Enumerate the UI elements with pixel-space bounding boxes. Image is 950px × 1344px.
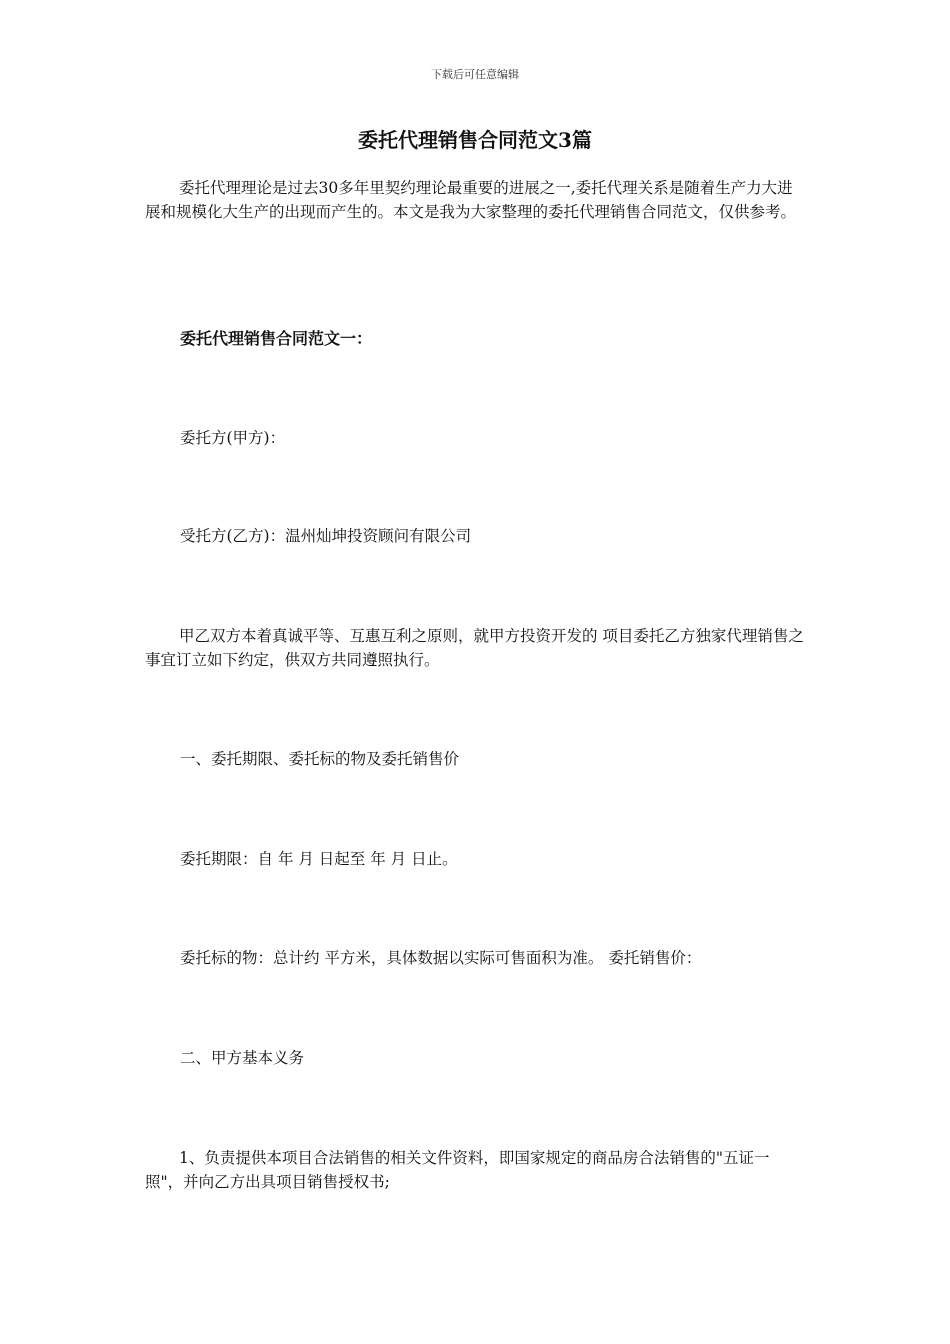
document-title: 委托代理销售合同范文3篇 <box>358 128 592 152</box>
subject-line: 委托标的物：总计约 平方米，具体数据以实际可售面积为准。 委托销售价： <box>180 949 702 967</box>
clause-1-title: 一、委托期限、委托标的物及委托销售价 <box>180 750 460 768</box>
section-heading: 委托代理销售合同范文一： <box>180 329 373 348</box>
party-b-line: 受托方(乙方)：温州灿坤投资顾问有限公司 <box>180 527 472 545</box>
clause-2-title: 二、甲方基本义务 <box>180 1049 305 1067</box>
party-a-line: 委托方(甲方)： <box>180 429 286 447</box>
intro-paragraph: 委托代理理论是过去30多年里契约理论最重要的进展之一,委托代理关系是随着生产力大进展和规模化大生产的出现而产生的。本文是我为大家整理的委托代理销售合同范文，仅供参考。 <box>145 179 797 221</box>
agreement-paragraph: 甲乙双方本着真诚平等、互惠互利之原则，就甲方投资开发的 项目委托乙方独家代理销售之事宜订立如下约定，供双方共同遵照执行。 <box>145 627 804 669</box>
item-1-paragraph: 1、负责提供本项目合法销售的相关文件资料，即国家规定的商品房合法销售的"五证一照"，并向乙方出具项目销售授权书; <box>145 1149 770 1191</box>
term-line: 委托期限：自 年 月 日起至 年 月 日止。 <box>180 850 458 868</box>
page-header-note: 下载后可任意编辑 <box>431 68 519 81</box>
